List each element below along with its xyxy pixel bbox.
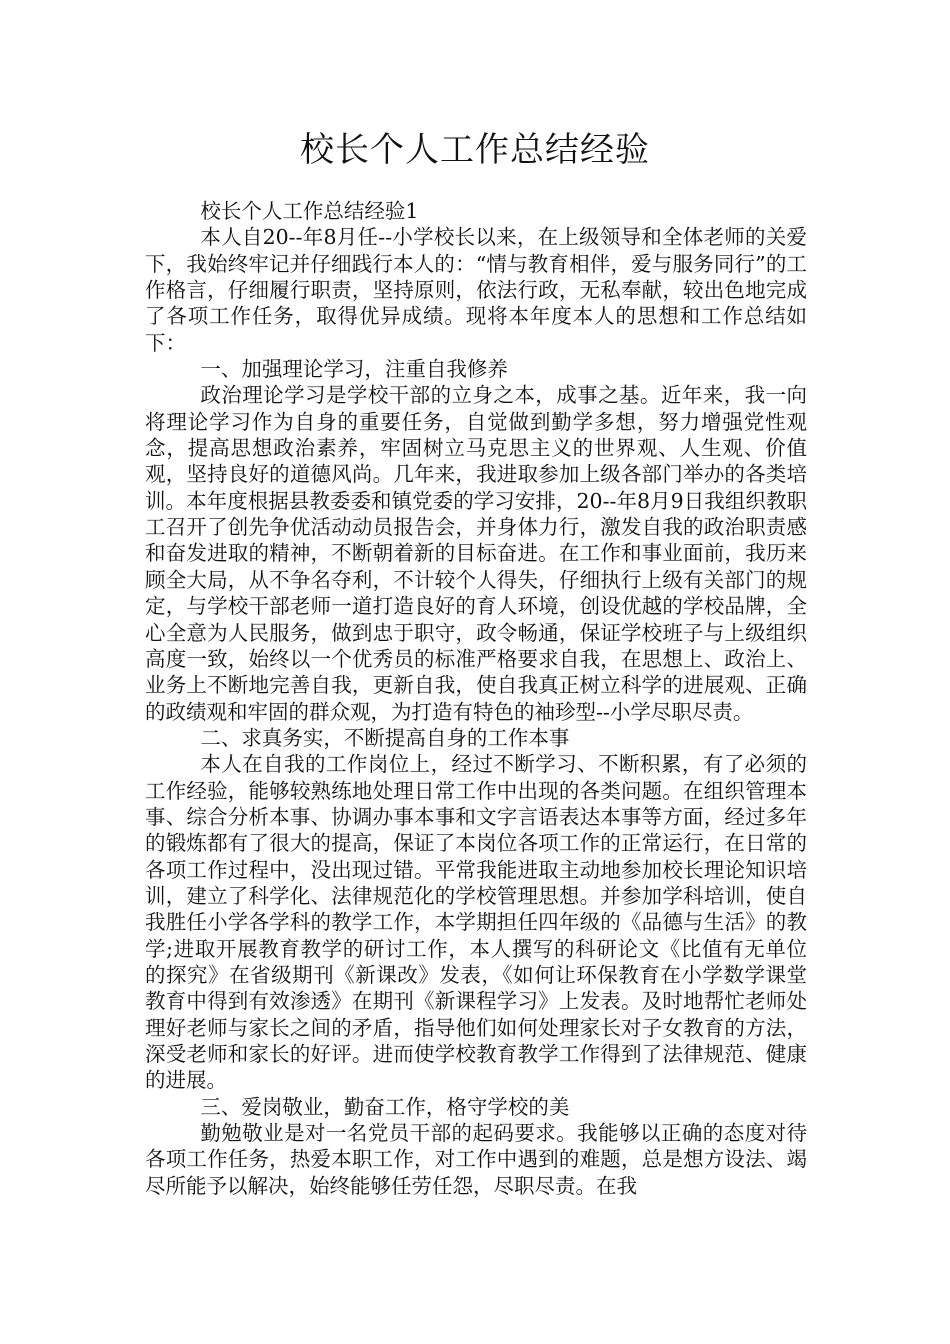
paragraph-section-2: 本人在自我的工作岗位上，经过不断学习、不断积累，有了必须的工作经验，能够较熟练地处理日常工作中出现的各类问题。在组织管理本事、综合分析本事、协调办事本事和文字言语表达本事等方面，经过多年的锻炼都有了很大的提高，保证了本岗位各项工作的正常运行，在日常的各项工作过程中，没出现过错。平常我能进取主动地参加校长理论知识培训，建立了科学化、法律规范化的学校管理思想。并参加学科培训，使自我胜任小学各学科的教学工作，本学期担任四年级的《品德与生活》的教学;进取开展教育教学的研讨工作，本人撰写的科研论文《比值有无单位的探究》在省级期刊《新课改》发表，《如何让环保教育在小学数学课堂教育中得到有效渗透》在期刊《新课程学习》上发表。及时地帮忙老师处理好老师与家长之间的矛盾，指导他们如何处理家长对子女教育的方法，深受老师和家长的好评。进而使学校教育教学工作得到了法律规范、健康的进展。 xyxy=(145,752,807,1093)
section-heading-1: 一、加强理论学习，注重自我修养 xyxy=(200,357,508,382)
paragraph-section-1: 政治理论学习是学校干部的立身之本，成事之基。近年来，我一向将理论学习作为自身的重要任务，自觉做到勤学多想，努力增强党性观念，提高思想政治素养，牢固树立马克思主义的世界观、人生观、价值观，坚持良好的道德风尚。几年来，我进取参加上级各部门举办的各类培训。本年度根据县教委委和镇党委的学习安排，20--年8月9日我组织教职工召开了创先争优活动动员报告会，并身体力行，激发自我的政治职责感和奋发进取的精神，不断朝着新的目标奋进。在工作和事业面前，我历来顾全大局，从不争名夺利，不计较个人得失，仔细执行上级有关部门的规定，与学校干部老师一道打造良好的育人环境，创设优越的学校品牌，全心全意为人民服务，做到忠于职守，政令畅通，保证学校班子与上级组织高度一致，始终以一个优秀员的标准严格要求自我，在思想上、政治上、业务上不断地完善自我，更新自我，使自我真正树立科学的进展观、正确的政绩观和牢固的群众观，为打造有特色的袖珍型--小学尽职尽责。 xyxy=(145,383,807,724)
section-heading-2: 二、求真务实，不断提高自身的工作本事 xyxy=(200,725,570,750)
paragraph-subtitle: 校长个人工作总结经验1 xyxy=(200,199,419,223)
section-heading-3: 三、爱岗敬业，勤奋工作，格守学校的美 xyxy=(200,1094,570,1119)
document-body xyxy=(145,198,807,1199)
document-title: 校长个人工作总结经验 xyxy=(300,130,650,170)
paragraph-intro: 本人自20--年8月任--小学校长以来，在上级领导和全体老师的关爱下，我始终牢记并仔细践行本人的：“情与教育相伴，爱与服务同行”的工作格言，仔细履行职责，坚持原则，依法行政，无私奉献，较出色地完成了各项工作任务，取得优异成绩。现将本年度本人的思想和工作总结如下： xyxy=(145,225,807,355)
paragraph-section-3: 勤勉敬业是对一名党员干部的起码要求。我能够以正确的态度对待各项工作任务，热爱本职工作，对工作中遇到的难题，总是想方设法、竭尽所能予以解决，始终能够任劳任怨，尽职尽责。在我 xyxy=(145,1121,807,1198)
